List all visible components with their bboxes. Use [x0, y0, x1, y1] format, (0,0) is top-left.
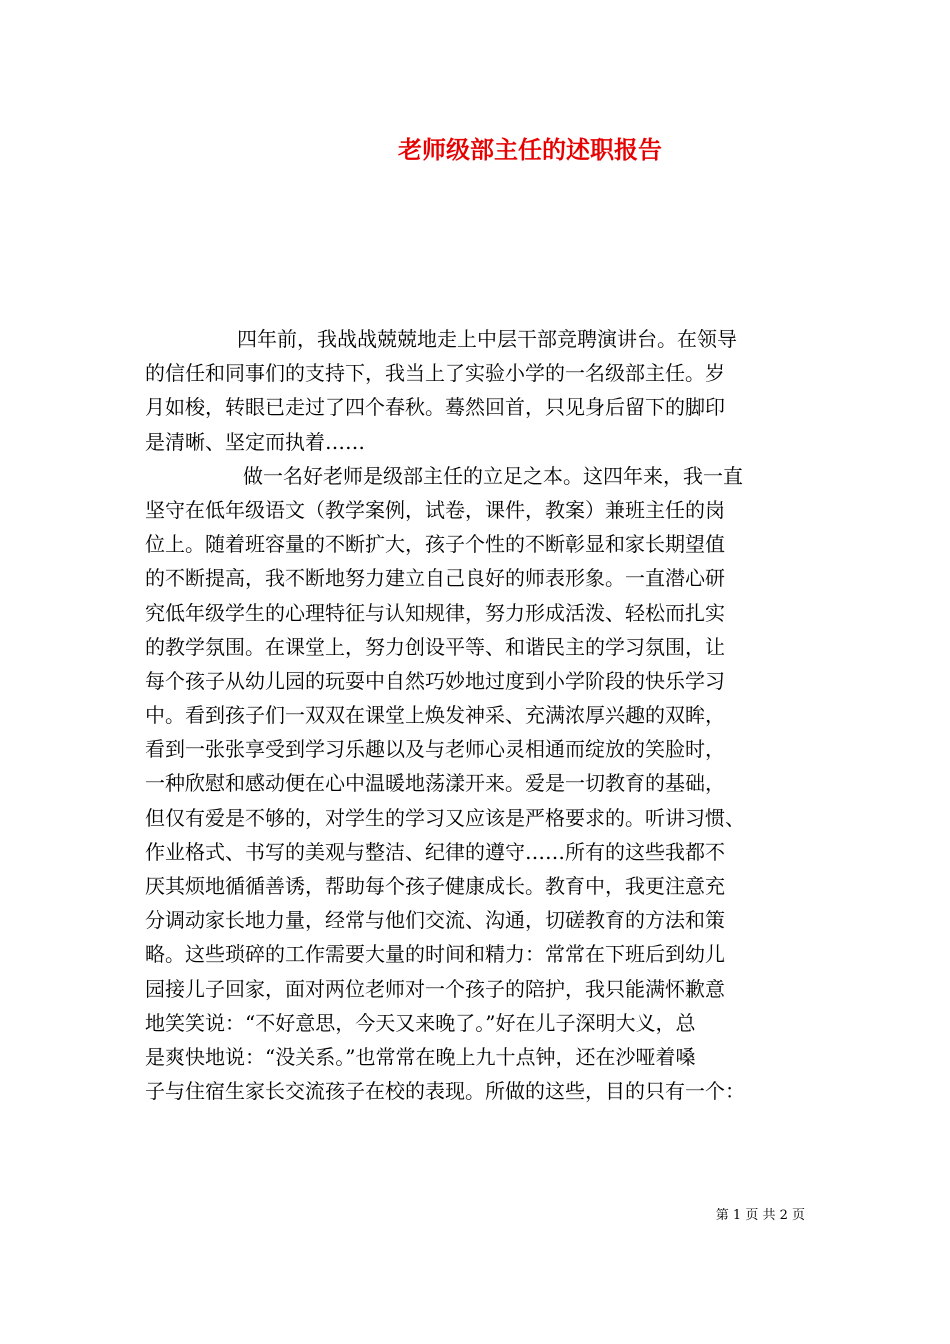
paragraph-2-line-10: 一种欣慰和感动便在心中温暖地荡漾开来。爱是一切教育的基础， — [145, 771, 725, 796]
paragraph-2-line-12: 作业格式、书写的美观与整洁、纪律的遵守……所有的这些我都不 — [145, 839, 725, 864]
paragraph-2-line-5: 究低年级学生的心理特征与认知规律，努力形成活泼、轻松而扎实 — [145, 600, 725, 625]
paragraph-2-line-17: 地笑笑说：“不好意思，今天又来晚了。”好在儿子深明大义，总 — [145, 1010, 696, 1035]
paragraph-2-line-18: 是爽快地说：“没关系。”也常常在晚上九十点钟，还在沙哑着嗓 — [145, 1044, 696, 1069]
paragraph-1-line-4: 是清晰、坚定而执着…… — [145, 429, 365, 454]
document-body — [145, 322, 825, 1108]
paragraph-2-line-15: 略。这些琐碎的工作需要大量的时间和精力：常常在下班后到幼儿 — [145, 942, 725, 967]
paragraph-2-line-7: 每个孩子从幼儿园的玩耍中自然巧妙地过度到小学阶段的快乐学习 — [145, 668, 725, 693]
page-number-footer: 第 1 页 共 2 页 — [715, 1208, 805, 1223]
paragraph-2-line-2: 坚守在低年级语文（教学案例，试卷，课件，教案）兼班主任的岗 — [145, 497, 725, 522]
paragraph-2-line-16: 园接儿子回家，面对两位老师对一个孩子的陪护，我只能满怀歉意 — [145, 976, 725, 1001]
paragraph-2-line-19: 子与住宿生家长交流孩子在校的表现。所做的这些，目的只有一个： — [145, 1079, 745, 1104]
paragraph-2-line-6: 的教学氛围。在课堂上，努力创设平等、和谐民主的学习氛围，让 — [145, 634, 725, 659]
paragraph-2-line-11: 但仅有爱是不够的，对学生的学习又应该是严格要求的。听讲习惯、 — [145, 805, 745, 830]
paragraph-2-line-3: 位上。随着班容量的不断扩大，孩子个性的不断彰显和家长期望值 — [145, 532, 725, 557]
paragraph-1-line-3: 月如梭，转眼已走过了四个春秋。蓦然回首，只见身后留下的脚印 — [145, 395, 725, 420]
paragraph-2-line-13: 厌其烦地循循善诱，帮助每个孩子健康成长。教育中，我更注意充 — [145, 874, 725, 898]
paragraph-2-line-8: 中。看到孩子们一双双在课堂上焕发神采、充满浓厚兴趣的双眸， — [145, 703, 725, 728]
document-title: 老师级部主任的述职报告 — [398, 135, 662, 164]
paragraph-2-line-4: 的不断提高，我不断地努力建立自己良好的师表形象。一直潜心研 — [145, 566, 725, 591]
paragraph-2-line-9: 看到一张张享受到学习乐趣以及与老师心灵相通而绽放的笑脸时， — [145, 737, 725, 762]
paragraph-2-line-14: 分调动家长地力量，经常与他们交流、沟通，切磋教育的方法和策 — [145, 908, 725, 933]
paragraph-2-line-1: 做一名好老师是级部主任的立足之本。这四年来，我一直 — [243, 463, 743, 488]
paragraph-1-line-2: 的信任和同事们的支持下，我当上了实验小学的一名级部主任。岁 — [145, 361, 725, 386]
paragraph-1-line-1: 四年前，我战战兢兢地走上中层干部竞聘演讲台。在领导 — [237, 327, 737, 351]
